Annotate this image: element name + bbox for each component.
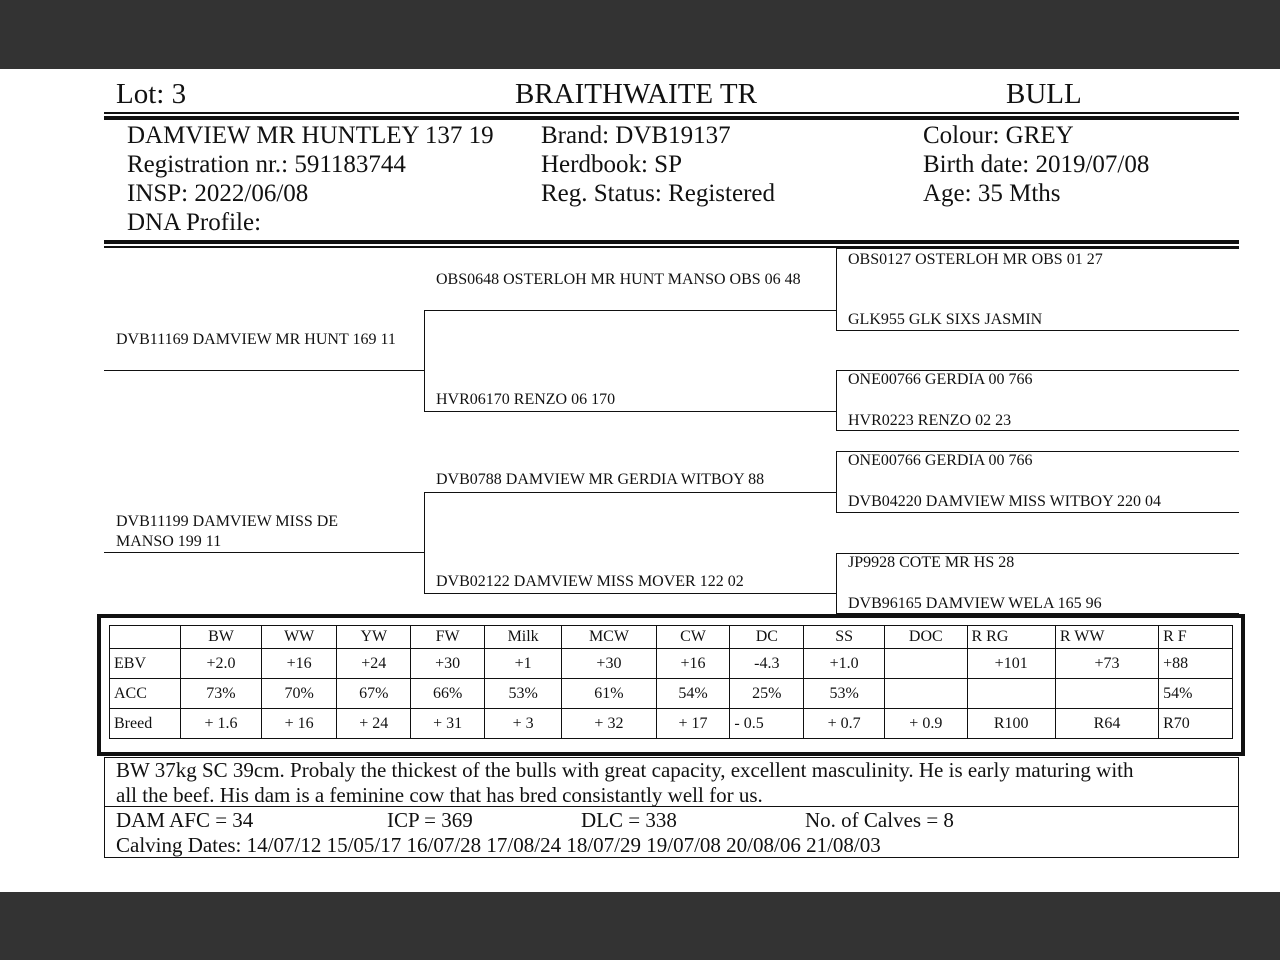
header-cell: SS <box>804 626 885 649</box>
registration-number: Registration nr.: 591183744 <box>127 151 406 178</box>
birth-date: Birth date: 2019/07/08 <box>923 151 1150 178</box>
sd-bracket <box>836 370 837 431</box>
header-cell: R RG <box>967 626 1055 649</box>
ebv-stats-box <box>97 614 1245 756</box>
table-cell: R100 <box>967 709 1055 739</box>
header-cell: FW <box>411 626 485 649</box>
table-cell: +73 <box>1055 649 1158 679</box>
sd-line <box>424 411 836 412</box>
header-cell: CW <box>656 626 730 649</box>
table-cell <box>1055 679 1158 709</box>
pedigree-ddd: DVB96165 DAMVIEW WELA 165 96 <box>848 595 1102 612</box>
ds-line <box>424 492 836 493</box>
breed-row <box>110 709 1233 739</box>
table-cell: + 0.7 <box>804 709 885 739</box>
table-cell: 54% <box>1159 679 1233 709</box>
calving-dates: Calving Dates: 14/07/12 15/05/17 16/07/28 17/08/24 18/07/29 19/07/08 20/08/06 21/08/03 <box>116 833 881 857</box>
ss-line <box>424 310 836 311</box>
acc-row <box>110 679 1233 709</box>
ebv-header-row <box>110 626 1233 649</box>
inspection-date: INSP: 2022/06/08 <box>127 180 309 207</box>
header-cell: DOC <box>885 626 967 649</box>
ebv-row <box>110 649 1233 679</box>
age: Age: 35 Mths <box>923 180 1061 207</box>
pedigree-ssd: GLK955 GLK SIXS JASMIN <box>848 311 1043 328</box>
table-cell: +16 <box>656 649 730 679</box>
owner-name: BRAITHWAITE TR <box>515 78 757 110</box>
table-cell: 70% <box>261 679 336 709</box>
comments-line-2: all the beef. His dam is a feminine cow that has bred consistantly well for us. <box>116 783 763 807</box>
info-rule-thick <box>104 240 1239 244</box>
header-cell: Milk <box>485 626 562 649</box>
table-cell: + 17 <box>656 709 730 739</box>
table-cell <box>967 679 1055 709</box>
pedigree-sss: OBS0127 OSTERLOH MR OBS 01 27 <box>848 251 1103 268</box>
pedigree-dsd: DVB04220 DAMVIEW MISS WITBOY 220 04 <box>848 493 1162 510</box>
header-rule-thin <box>104 112 1239 114</box>
ss-bracket <box>836 248 837 331</box>
pedigree-dss: ONE00766 GERDIA 00 766 <box>848 452 1033 469</box>
table-cell: +101 <box>967 649 1055 679</box>
comments-line-1: BW 37kg SC 39cm. Probaly the thickest of the bulls with great capacity, excellent masculinity. He is early maturing with <box>116 758 1134 782</box>
header-cell <box>110 626 181 649</box>
pedigree-sds: ONE00766 GERDIA 00 766 <box>848 371 1033 388</box>
table-cell: R70 <box>1159 709 1233 739</box>
row-label: EBV <box>110 649 181 679</box>
table-cell: +16 <box>261 649 336 679</box>
table-cell: + 1.6 <box>181 709 262 739</box>
table-cell: -4.3 <box>730 649 804 679</box>
table-cell: +30 <box>411 649 485 679</box>
table-cell: 73% <box>181 679 262 709</box>
header-cell: BW <box>181 626 262 649</box>
table-cell: + 16 <box>261 709 336 739</box>
registration-status: Reg. Status: Registered <box>541 180 775 207</box>
dlc: DLC = 338 <box>581 808 677 832</box>
table-cell: +88 <box>1159 649 1233 679</box>
pedigree-dam-dam: DVB02122 DAMVIEW MISS MOVER 122 02 <box>436 573 744 590</box>
table-cell: 53% <box>804 679 885 709</box>
table-cell: 53% <box>485 679 562 709</box>
animal-type: BULL <box>1006 78 1082 110</box>
pedigree-dds: JP9928 COTE MR HS 28 <box>848 554 1015 571</box>
table-cell: +24 <box>337 649 411 679</box>
table-cell: + 3 <box>485 709 562 739</box>
table-cell: - 0.5 <box>730 709 804 739</box>
table-cell: +1 <box>485 649 562 679</box>
table-cell: 61% <box>562 679 656 709</box>
header-cell: YW <box>337 626 411 649</box>
top-frame-bar <box>0 0 1280 69</box>
pedigree-sire-dam: HVR06170 RENZO 06 170 <box>436 391 616 408</box>
header-rule-thick <box>104 116 1239 120</box>
ebv-table <box>109 625 1233 739</box>
dam-bracket <box>424 492 425 594</box>
row-label: ACC <box>110 679 181 709</box>
table-cell: 54% <box>656 679 730 709</box>
table-cell: + 31 <box>411 709 485 739</box>
pedigree-sire: DVB11169 DAMVIEW MR HUNT 169 11 <box>116 331 396 348</box>
number-of-calves: No. of Calves = 8 <box>805 808 954 832</box>
pedigree-dam: DVB11199 DAMVIEW MISS DE MANSO 199 11 <box>116 513 339 550</box>
table-cell: +1.0 <box>804 649 885 679</box>
row-label: Breed <box>110 709 181 739</box>
colour: Colour: GREY <box>923 122 1074 149</box>
pedigree-sire-sire: OBS0648 OSTERLOH MR HUNT MANSO OBS 06 48 <box>436 271 801 288</box>
sss-line <box>836 248 1239 249</box>
ssd-line <box>836 330 1239 331</box>
header-cell: MCW <box>562 626 656 649</box>
table-cell: +2.0 <box>181 649 262 679</box>
dam-afc: DAM AFC = 34 <box>116 808 254 832</box>
sire-bracket <box>424 310 425 412</box>
lot-number: Lot: 3 <box>116 78 187 110</box>
table-cell: 66% <box>411 679 485 709</box>
table-cell: + 24 <box>337 709 411 739</box>
header-cell: R WW <box>1055 626 1158 649</box>
dna-profile: DNA Profile: <box>127 209 262 236</box>
dsd-line <box>836 512 1239 513</box>
dd-bracket <box>836 553 837 614</box>
table-cell: 67% <box>337 679 411 709</box>
pedigree-dam-sire: DVB0788 DAMVIEW MR GERDIA WITBOY 88 <box>436 471 765 488</box>
table-cell <box>885 649 967 679</box>
dd-line <box>424 593 836 594</box>
sire-line <box>104 370 424 371</box>
table-cell: R64 <box>1055 709 1158 739</box>
header-cell: DC <box>730 626 804 649</box>
table-cell: 25% <box>730 679 804 709</box>
bottom-frame-bar <box>0 892 1280 960</box>
pedigree-sdd: HVR0223 RENZO 02 23 <box>848 412 1012 429</box>
table-cell: + 0.9 <box>885 709 967 739</box>
table-cell: + 32 <box>562 709 656 739</box>
herdbook: Herdbook: SP <box>541 151 682 178</box>
table-cell: +30 <box>562 649 656 679</box>
icp: ICP = 369 <box>387 808 473 832</box>
animal-name: DAMVIEW MR HUNTLEY 137 19 <box>127 122 494 149</box>
header-cell: WW <box>261 626 336 649</box>
ds-bracket <box>836 451 837 513</box>
header-cell: R F <box>1159 626 1233 649</box>
table-cell <box>885 679 967 709</box>
dam-line <box>104 552 424 553</box>
brand: Brand: DVB19137 <box>541 122 731 149</box>
